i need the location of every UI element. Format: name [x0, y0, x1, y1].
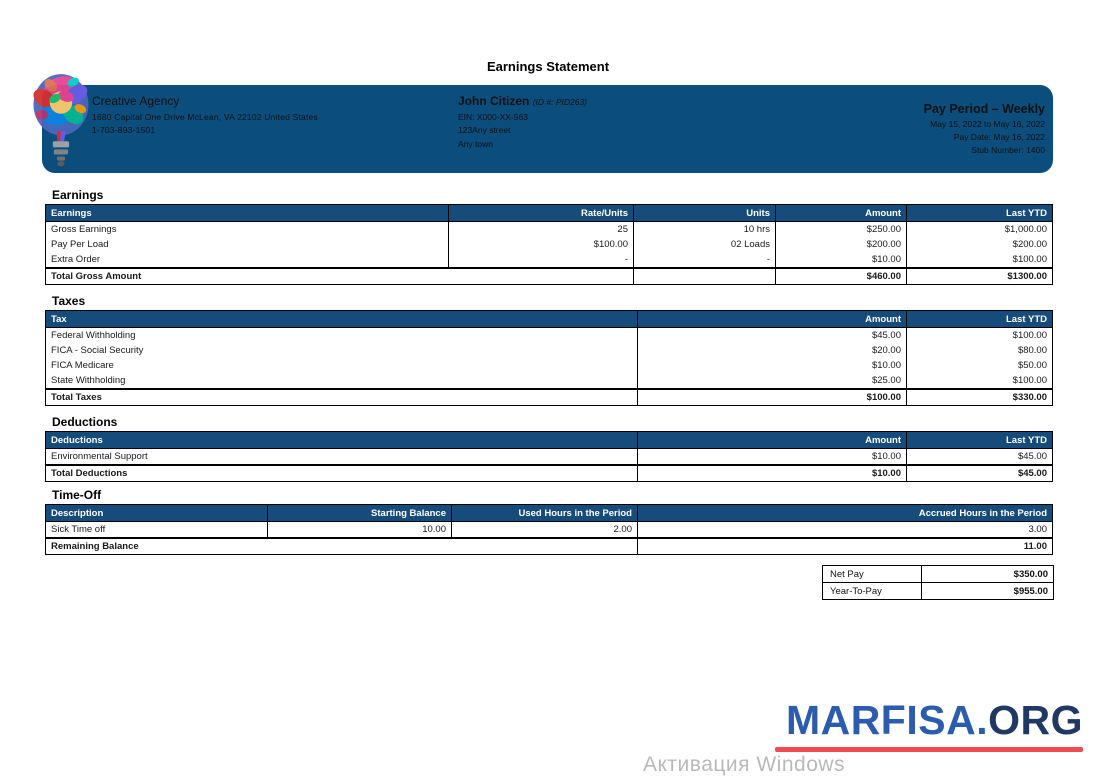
cell-accrued: 3.00 [638, 522, 1053, 539]
earnings-total-row [46, 268, 1053, 285]
total-ytd: $1300.00 [907, 268, 1053, 285]
total-amount: $460.00 [776, 268, 907, 285]
col-amount: Amount [776, 205, 907, 222]
total-amount: $100.00 [638, 389, 907, 406]
employee-id: (ID #: PID263) [532, 97, 588, 107]
col-last-ytd: Last YTD [907, 205, 1053, 222]
table-row [46, 373, 1053, 389]
time-off-header-row [46, 505, 1053, 522]
time-off-total-row [46, 538, 1053, 555]
cell-label: Pay Per Load [46, 237, 449, 252]
pay-date: Pay Date: May 16, 2022 [953, 132, 1045, 142]
company-phone: 1-703-893-1501 [92, 125, 156, 135]
earnings-header-row [46, 205, 1053, 222]
earnings-section [45, 188, 1053, 285]
total-label: Total Gross Amount [46, 268, 634, 285]
cell-amount: $250.00 [776, 222, 907, 238]
cell-units: 02 Loads [634, 237, 776, 252]
cell-rate: 25 [449, 222, 634, 238]
cell-label: FICA - Social Security [46, 343, 638, 358]
net-pay-row [823, 566, 1054, 583]
deductions-total-row [46, 465, 1053, 482]
col-deductions: Deductions [46, 432, 638, 449]
cell-ytd: $80.00 [907, 343, 1053, 358]
cell-ytd: $100.00 [907, 252, 1053, 268]
total-label: Remaining Balance [46, 538, 638, 555]
cell-ytd: $100.00 [907, 373, 1053, 389]
table-row [46, 343, 1053, 358]
cell-units: - [634, 252, 776, 268]
table-row [46, 328, 1053, 344]
site-watermark-blue: MARFISA. [785, 697, 989, 743]
cell-amount: $45.00 [638, 328, 907, 344]
cell-ytd: $200.00 [907, 237, 1053, 252]
time-off-table [45, 504, 1053, 555]
brand-underline [775, 747, 1083, 752]
time-off-section [45, 488, 1053, 555]
col-description: Description [46, 505, 268, 522]
year-to-pay-row [823, 583, 1054, 600]
company-info [92, 94, 318, 138]
total-spacer [634, 268, 776, 285]
total-label: Total Deductions [46, 465, 638, 482]
taxes-heading: Taxes [52, 294, 86, 308]
employee-info [458, 94, 587, 149]
employee-name [458, 94, 587, 108]
site-watermark-dark: ORG [988, 697, 1083, 743]
col-earnings: Earnings [46, 205, 449, 222]
cell-ytd: $100.00 [907, 328, 1053, 344]
table-row [46, 449, 1053, 466]
company-address: 1680 Capital One Drive McLean, VA 22102 United States [92, 112, 318, 122]
total-value: 11.00 [638, 538, 1053, 555]
table-row [46, 222, 1053, 238]
col-last-ytd: Last YTD [907, 311, 1053, 328]
site-watermark [786, 697, 1083, 744]
col-tax: Tax [46, 311, 638, 328]
cell-ytd: $1,000.00 [907, 222, 1053, 238]
col-amount: Amount [638, 311, 907, 328]
cell-ytd: $50.00 [907, 358, 1053, 373]
employee-street: 123Any street [458, 125, 511, 135]
earnings-table [45, 204, 1053, 285]
cell-units: 10 hrs [634, 222, 776, 238]
stub-number: Stub Number: 1400 [971, 145, 1045, 155]
deductions-header-row [46, 432, 1053, 449]
pay-period-range: May 15, 2022 to May 16, 2022 [930, 119, 1045, 129]
col-units: Units [634, 205, 776, 222]
net-pay-label: Net Pay [823, 566, 922, 583]
employee-ein: EIN: X000-XX-563 [458, 111, 528, 122]
cell-label: Extra Order [46, 252, 449, 268]
year-to-pay-label: Year-To-Pay [823, 583, 922, 600]
cell-amount: $10.00 [776, 252, 907, 268]
cell-label: State Withholding [46, 373, 638, 389]
cell-label: Sick Time off [46, 522, 268, 539]
pay-summary [822, 565, 1054, 600]
cell-label: Environmental Support [46, 449, 638, 466]
company-logo-lightbulb-icon [28, 70, 98, 184]
total-ytd: $330.00 [907, 389, 1053, 406]
taxes-table [45, 310, 1053, 406]
company-name: Creative Agency [92, 94, 180, 108]
total-ytd: $45.00 [907, 465, 1053, 482]
cell-amount: $10.00 [638, 449, 907, 466]
cell-amount: $20.00 [638, 343, 907, 358]
taxes-section [45, 294, 1053, 406]
cell-amount: $25.00 [638, 373, 907, 389]
total-amount: $10.00 [638, 465, 907, 482]
deductions-heading: Deductions [52, 415, 118, 429]
pay-period-heading: Pay Period – Weekly [923, 102, 1045, 116]
cell-amount: $10.00 [638, 358, 907, 373]
col-starting-balance: Starting Balance [268, 505, 452, 522]
pay-summary-table [822, 565, 1054, 600]
year-to-pay-value: $955.00 [922, 583, 1054, 600]
page-title: Earnings Statement [486, 59, 610, 74]
cell-starting: 10.00 [268, 522, 452, 539]
cell-label: Gross Earnings [46, 222, 449, 238]
cell-amount: $200.00 [776, 237, 907, 252]
taxes-total-row [46, 389, 1053, 406]
cell-ytd: $45.00 [907, 449, 1053, 466]
cell-label: FICA Medicare [46, 358, 638, 373]
deductions-table [45, 431, 1053, 482]
table-row [46, 358, 1053, 373]
taxes-header-row [46, 311, 1053, 328]
cell-label: Federal Withholding [46, 328, 638, 344]
col-used-hours: Used Hours in the Period [452, 505, 638, 522]
col-accrued-hours: Accrued Hours in the Period [638, 505, 1053, 522]
cell-rate: $100.00 [449, 237, 634, 252]
net-pay-value: $350.00 [922, 566, 1054, 583]
cell-rate: - [449, 252, 634, 268]
col-last-ytd: Last YTD [907, 432, 1053, 449]
employee-town: Any town [458, 138, 493, 149]
col-rate-units: Rate/Units [449, 205, 634, 222]
time-off-heading: Time-Off [52, 488, 102, 502]
employee-name-text: John Citizen [458, 94, 530, 108]
table-row [46, 237, 1053, 252]
windows-activation-watermark: Активация Windows [643, 753, 846, 776]
total-label: Total Taxes [46, 389, 638, 406]
table-row [46, 522, 1053, 539]
cell-used: 2.00 [452, 522, 638, 539]
col-amount: Amount [638, 432, 907, 449]
pay-period-info [924, 102, 1045, 158]
table-row [46, 252, 1053, 268]
earnings-heading: Earnings [52, 188, 104, 202]
deductions-section [45, 415, 1053, 482]
